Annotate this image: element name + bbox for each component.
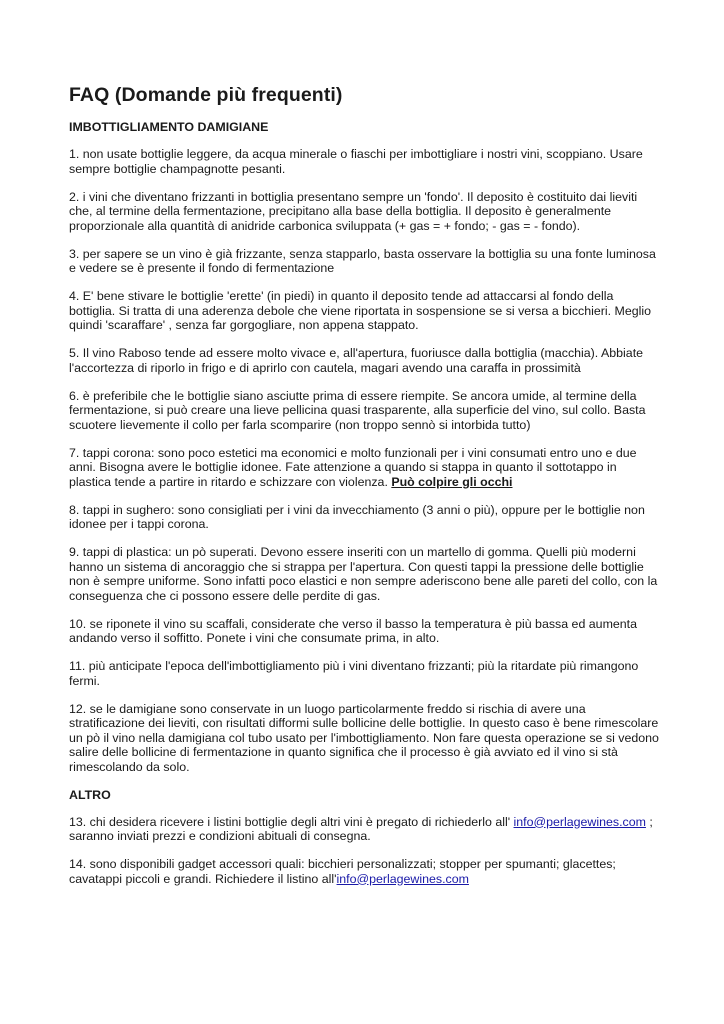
faq-item-9: 9. tappi di plastica: un pò superati. Devono essere inseriti con un martello di gomma. Quelli più moderni hanno un sistema di ancoraggio che si strappa per l'apertura. Con questi tappi la pressione delle bottiglie non è sempre uniforme. Sono infatti poco elastici e non sempre aderiscono bene alle pareti del collo, con la conseguenza che ci possono essere delle perdite di gas.: [69, 545, 658, 603]
faq-item-8: 8. tappi in sughero: sono consigliati per i vini da invecchiamento (3 anni o più), oppure per le bottiglie non idonee per i tappi corona.: [69, 502, 645, 531]
document-page: [69, 84, 659, 900]
email-link-14[interactable]: info@perlagewines.com: [336, 871, 469, 886]
section-heading-other: ALTRO: [69, 787, 111, 802]
faq-item-14: [69, 857, 659, 886]
faq-item-13-after: ; saranno inviati prezzi e condizioni abituali di consegna.: [69, 814, 653, 843]
faq-item-4: 4. E' bene stivare le bottiglie 'erette' (in piedi) in quanto il deposito tende ad attaccarsi al fondo della bottiglia. Si tratta di una aderenza debole che viene riportata in sospensione se si versa a bicchieri. Meglio quindi 'scaraffare' , senza far gorgogliare, non appena stappato.: [69, 289, 652, 332]
faq-item-6: 6. è preferibile che le bottiglie siano asciutte prima di essere riempite. Se ancora umide, al termine della fermentazione, si può creare una lieve pellicina quasi trasparente, alla superficie del vino, sul collo. Basta scuotere lievemente il collo per farla scomparire (non troppo sennò si intorbida tutto): [69, 388, 646, 432]
faq-item-13-text: 13. chi desidera ricevere i listini bottiglie degli altri vini è pregato di richiederlo all': [69, 814, 514, 829]
email-link-13[interactable]: info@perlagewines.com: [513, 814, 646, 829]
faq-item-13: [69, 815, 659, 844]
page-title: FAQ (Domande più frequenti): [69, 84, 343, 106]
faq-item-2: 2. i vini che diventano frizzanti in bottiglia presentano sempre un 'fondo'. Il deposito è costituito dai lieviti che, al termine della fermentazione, precipitano alla base della bottiglia. Il deposito è generalmente proporzionale alla quantità di anidride carbonica sviluppata (+ gas = + fondo; - gas = - fondo).: [69, 189, 638, 233]
faq-item-5: 5. Il vino Raboso tende ad essere molto vivace e, all'apertura, fuoriusce dalla bottiglia (macchia). Abbiate l'accortezza di riporlo in frigo e di aprirlo con cautela, magari avendo una caraffa in prossimità: [69, 346, 644, 375]
faq-item-10: 10. se riponete il vino su scaffali, considerate che verso il basso la temperatura è più bassa ed aumenta andando verso il soffitto. Ponete i vini che consumate prima, in alto.: [69, 616, 638, 645]
faq-item-12: 12. se le damigiane sono conservate in un luogo particolarmente freddo si rischia di avere una stratificazione dei lieviti, con risultati difformi sulle bollicine delle bottiglie. In questo caso è bene rimescolare un pò il vino nella damigiana col tubo usato per l'imbottigliamento. Non fare questa operazione se si vedono salire delle bollicine di fermentazione in quanto significa che il processo è già avviato ed il vino si stà rimescolando da solo.: [69, 701, 659, 774]
faq-item-14-text: 14. sono disponibili gadget accessori quali: bicchieri personalizzati; stopper per spumanti; glacettes; cavatappi piccoli e grandi. Richiedere il listino all': [69, 857, 616, 886]
faq-item-7: [69, 446, 659, 490]
eye-warning: Può colpire gli occhi: [391, 474, 513, 489]
faq-item-11: 11. più anticipate l'epoca dell'imbottigliamento più i vini diventano frizzanti; più la ritardate più rimangono fermi.: [69, 659, 639, 688]
faq-item-3: 3. per sapere se un vino è già frizzante, senza stapparlo, basta osservare la bottiglia su una fonte luminosa e vedere se è presente il fondo di fermentazione: [69, 246, 656, 275]
faq-item-7-text: 7. tappi corona: sono poco estetici ma economici e molto funzionali per i vini consumati entro uno e due anni. Bisogna avere le bottiglie idonee. Fate attenzione a quando si stappa in quanto il sottotappo in plastica tende a partire in ritardo e schizzare con violenza.: [69, 445, 637, 489]
faq-item-1: 1. non usate bottiglie leggere, da acqua minerale o fiaschi per imbottigliare i nostri vini, scoppiano. Usare sempre bottiglie champagnotte pesanti.: [69, 147, 643, 176]
section-heading-bottling: IMBOTTIGLIAMENTO DAMIGIANE: [69, 120, 269, 134]
